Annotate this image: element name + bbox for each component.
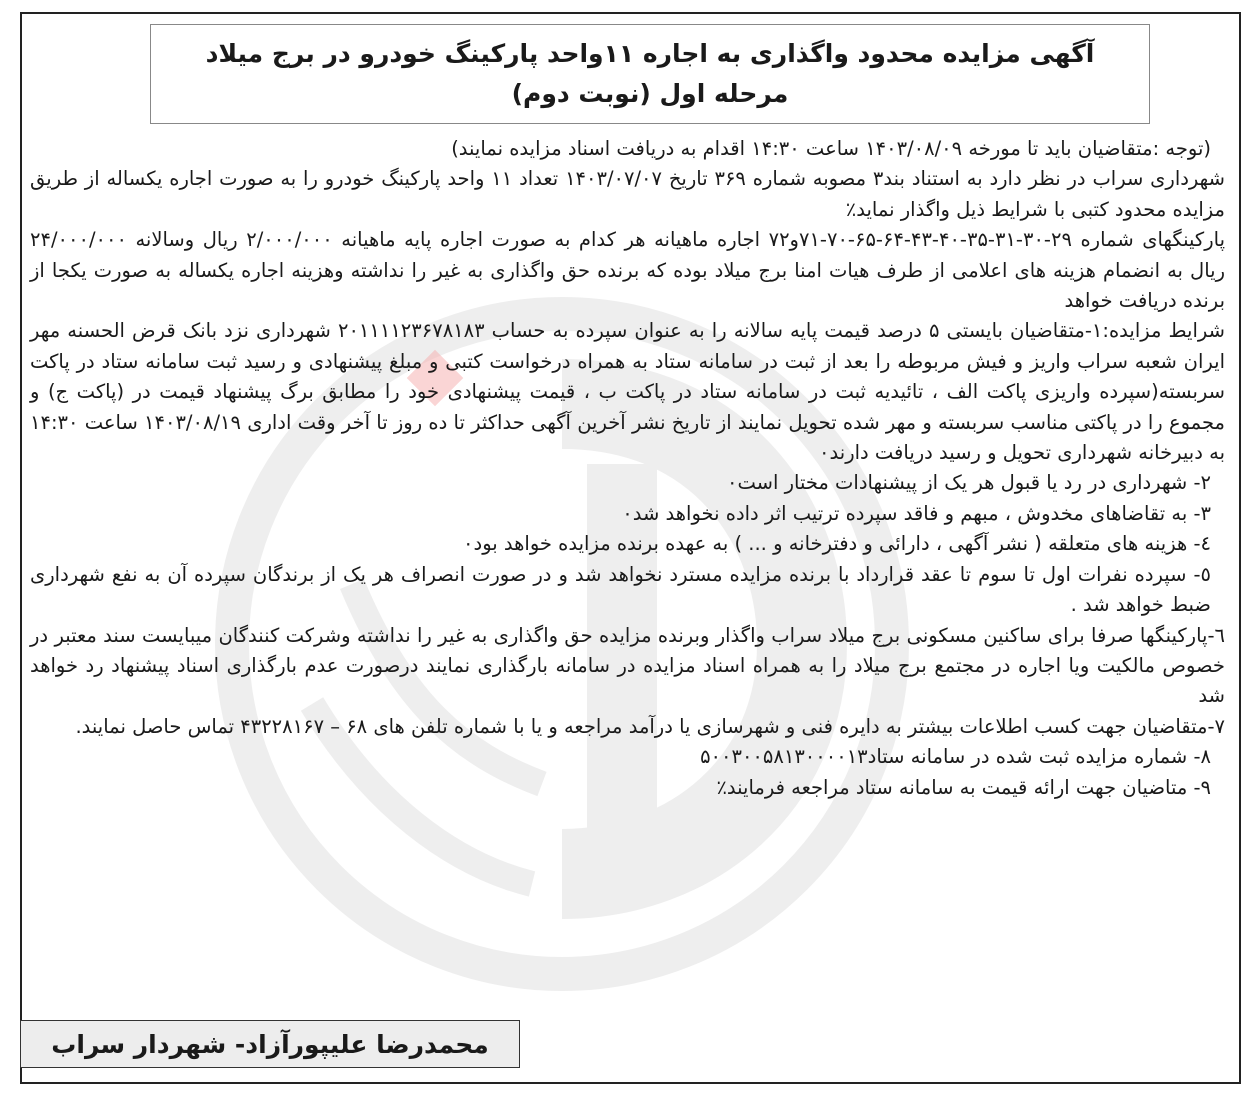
signature-box: محمدرضا علیپورآزاد- شهردار سراب — [20, 1020, 520, 1068]
intro-paragraph: شهرداری سراب در نظر دارد به استناد بند۳ مصوبه شماره ۳۶۹ تاریخ ۱۴۰۳/۰۷/۰۷ تعداد ۱۱ واحد پارکینگ خودرو را به صورت اجاره یکساله از طریق مزایده محدود کتبی با شرایط ذیل واگذار نماید٪ — [30, 167, 1226, 221]
condition-7: ۷-متقاضیان جهت کسب اطلاعات بیشتر به دایره فنی و شهرسازی یا درآمد مراجعه و یا با شماره تلفن های ۶۸ – ۴۳۲۲۸۱۶۷ تماس حاصل نمایند. — [75, 714, 1225, 738]
condition-3: ۳- به تقاضاهای مخدوش ، مبهم و فاقد سپرده ترتیب اثر داده نخواهد شد٠ — [622, 501, 1211, 525]
notice-title-box — [150, 24, 1150, 124]
condition-9: ۹- متاضیان جهت ارائه قیمت به سامانه ستاد مراجعه فرمایند٪ — [716, 775, 1211, 799]
notice-body — [30, 134, 1225, 803]
condition-6: ٦-پارکینگها صرفا برای ساکنین مسکونی برج میلاد سراب واگذار وبرنده مزایده حق واگذاری به غیر را نداشته وشرکت کنندگان میبایست سند معتبر در خصوص مالکیت ویا اجاره در مجتمع برج میلاد را به همراه اسناد مزایده در سامانه بارگذاری نمایند درصورت عدم بارگذاری اسناد پیشنهاد رد خواهد شد — [30, 623, 1225, 708]
notice-title: آگهی مزایده محدود واگذاری به اجاره ۱۱واحد پارکینگ خودرو در برج میلاد — [205, 39, 1095, 68]
notice-subtitle: مرحله اول (نوبت دوم) — [511, 79, 789, 108]
condition-5: ٥- سپرده نفرات اول تا سوم تا عقد قرارداد با برنده مزایده مسترد نخواهد شد و در صورت انصراف هر یک از برندگان سپرده آن به نفع شهرداری ضبط خواهد شد . — [30, 562, 1211, 617]
condition-1: شرایط مزایده:۱-متقاضیان بایستی ۵ درصد قیمت پایه سالانه را به عنوان سپرده به حساب ۲۰۱۱۱۱۲۳۶۷۸۱۸۳ شهرداری نزد بانک قرض الحسنه مهر ایران شعبه سراب واریز و فیش مربوطه را بعد از ثبت در سامانه ستاد به همراه درخواست کتبی و مبلغ پیشنهادی و رسید ثبت سامانه ستاد در پاکت سربسته(سپرده واریزی پاکت الف ، تائیدیه ثبت در سامانه ستاد در پاکت ب ، قیمت پیشنهادی خود را مطابق برگ پیشنهاد قیمت در (پاکت ج) و مجموع را در پاکتی مناسب سربسته و مهر شده تحویل نمایند از تاریخ نشر آخرین آگهی حداکثر تا ده روز تا آخر وقت اداری ۱۴۰۳/۰۸/۱۹ ساعت ۱۴:۳۰ به دبیرخانه شهرداری تحویل و رسید دریافت دارند٠ — [30, 319, 1225, 465]
notice-frame — [20, 12, 1241, 1084]
note-paragraph: (توجه :متقاضیان باید تا مورخه ۱۴۰۳/۰۸/۰۹ ساعت ۱۴:۳۰ اقدام به دریافت اسناد مزایده نمایند) — [451, 137, 1211, 160]
condition-2: ۲- شهرداری در رد یا قبول هر یک از پیشنهادات مختار است٠ — [727, 471, 1211, 495]
condition-4: ٤- هزینه های متعلقه ( نشر آگهی ، دارائی و دفترخانه و ... ) به عهده برنده مزایده خواهد بود٠ — [463, 532, 1211, 556]
condition-8: ۸- شماره مزایده ثبت شده در سامانه ستاد۵۰۰۳۰۰۵۸۱۳۰۰۰۰۱۳ — [700, 745, 1211, 769]
parking-paragraph: پارکینگهای شماره ۲۹-۳۰-۳۱-۳۵-۴۰-۴۳-۶۴-۶۵-۷۰-۷۱و۷۲ اجاره ماهیانه هر کدام به صورت اجاره پایه ماهیانه ۲/۰۰۰/۰۰۰ ریال وسالانه ۲۴/۰۰۰/۰۰۰ ریال به انضمام هزینه های اعلامی از طرف هیات امنا برج میلاد بوده که برنده حق واگذاری به غیر را نداشته وهزینه اجاره یکساله به صورت یکجا از برنده دریافت خواهد — [30, 228, 1225, 313]
